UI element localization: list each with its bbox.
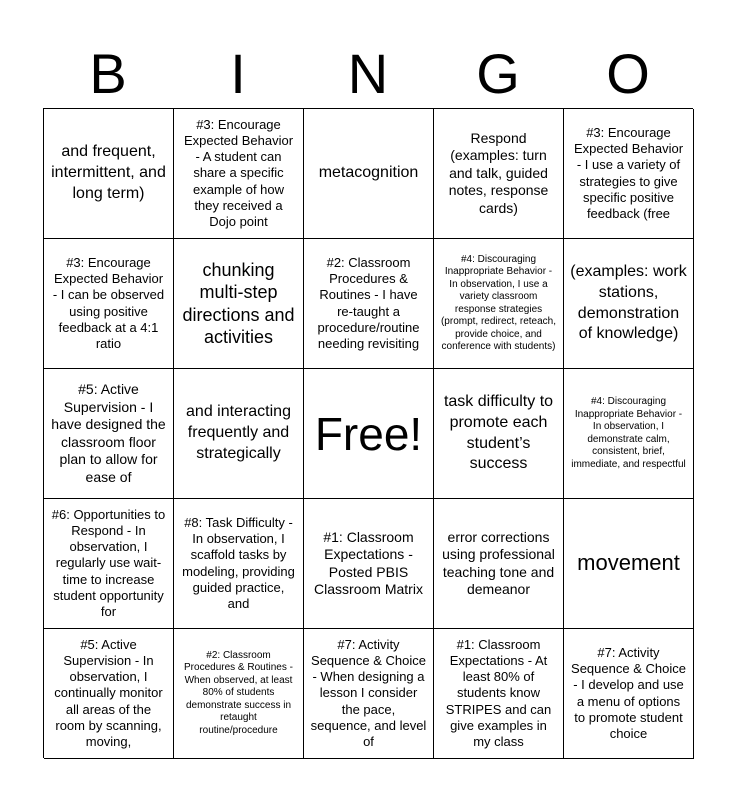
- bingo-cell[interactable]: [174, 629, 304, 759]
- bingo-grid: [43, 108, 693, 758]
- cell-text: task difficulty to promote each student’s success: [443, 392, 554, 473]
- bingo-cell[interactable]: [44, 629, 174, 759]
- cell-text: movement: [577, 550, 680, 576]
- bingo-cell[interactable]: [174, 239, 304, 369]
- bingo-cell[interactable]: [564, 369, 694, 499]
- cell-text: #1: Classroom Expectations - At least 80% of students know STRIPES and can give examples in my class: [445, 636, 552, 750]
- bingo-cell[interactable]: [174, 109, 304, 239]
- bingo-cell[interactable]: [564, 629, 694, 759]
- cell-text: #8: Task Difficulty - In observation, I scaffold tasks by modeling, providing guided practice, and: [182, 514, 295, 611]
- cell-text: (examples: work stations, demonstration of knowledge): [570, 262, 687, 343]
- cell-text: metacognition: [318, 164, 419, 182]
- bingo-cell[interactable]: [564, 499, 694, 629]
- cell-text: error corrections using professional teaching tone and demeanor: [442, 528, 555, 597]
- bingo-cell[interactable]: [304, 499, 434, 629]
- bingo-cell[interactable]: [304, 109, 434, 239]
- bingo-cell[interactable]: [304, 629, 434, 759]
- bingo-cell[interactable]: [44, 499, 174, 629]
- header-letter-g: G: [476, 42, 520, 105]
- bingo-cell[interactable]: [564, 109, 694, 239]
- bingo-cell[interactable]: [434, 499, 564, 629]
- cell-text: #5: Active Supervision - I have designed the classroom floor plan to allow for ease of: [51, 381, 166, 485]
- cell-text: #2: Classroom Procedures & Routines - When observed, at least 80% of students demonstrate success in retaught routine/procedure: [184, 649, 293, 736]
- cell-text: #4: Discouraging Inappropriate Behavior - In observation, I use a variety classroom response strategies (prompt, redirect, reteach, provide choice, and conference with students): [440, 253, 557, 352]
- header-letter-i: I: [230, 42, 246, 105]
- free-space-text: Free!: [314, 407, 423, 460]
- bingo-cell[interactable]: [434, 369, 564, 499]
- header-letter-b: B: [89, 42, 127, 105]
- cell-text: #7: Activity Sequence & Choice - When designing a lesson I consider the pace, sequence, and level of: [310, 636, 427, 750]
- cell-text: and frequent, intermittent, and long term): [51, 143, 166, 202]
- header-letter-o: O: [606, 42, 650, 105]
- cell-text: #1: Classroom Expectations - Posted PBIS Classroom Matrix: [314, 528, 423, 597]
- cell-text: #5: Active Supervision - In observation, I continually monitor all areas of the room by scanning, moving,: [54, 636, 163, 750]
- cell-text: chunking multi-step directions and activities: [182, 259, 295, 347]
- bingo-cell[interactable]: [304, 239, 434, 369]
- bingo-cell[interactable]: [44, 109, 174, 239]
- cell-text: and interacting frequently and strategically: [186, 403, 291, 462]
- cell-text: #3: Encourage Expected Behavior - I use a variety of strategies to give specific positive feedback (free: [573, 124, 684, 221]
- bingo-cell[interactable]: [434, 239, 564, 369]
- cell-text: #3: Encourage Expected Behavior - A student can share a specific example of how they received a Dojo point: [183, 116, 294, 230]
- bingo-cell[interactable]: [434, 629, 564, 759]
- bingo-cell[interactable]: [434, 109, 564, 239]
- bingo-cell[interactable]: [44, 239, 174, 369]
- cell-text: Respond (examples: turn and talk, guided notes, response cards): [448, 129, 549, 216]
- bingo-cell[interactable]: [174, 499, 304, 629]
- bingo-cell[interactable]: [564, 239, 694, 369]
- cell-text: #3: Encourage Expected Behavior - I can be observed using positive feedback at a 4:1 ratio: [52, 254, 165, 351]
- cell-text: #4: Discouraging Inappropriate Behavior - In observation, I demonstrate calm, consistent, brief, immediate, and respectful: [571, 396, 686, 470]
- cell-text: #6: Opportunities to Respond - In observation, I regularly use wait-time to increase student opportunity for: [51, 506, 166, 620]
- cell-text: #2: Classroom Procedures & Routines - I have re-taught a procedure/routine needing revisiting: [317, 254, 420, 351]
- header-letter-n: N: [347, 42, 389, 105]
- bingo-cell[interactable]: [44, 369, 174, 499]
- bingo-cell[interactable]: [174, 369, 304, 499]
- cell-text: #7: Activity Sequence & Choice - I develop and use a menu of options to promote student choice: [571, 644, 686, 741]
- bingo-free-cell[interactable]: [304, 369, 434, 499]
- bingo-header: [43, 40, 693, 108]
